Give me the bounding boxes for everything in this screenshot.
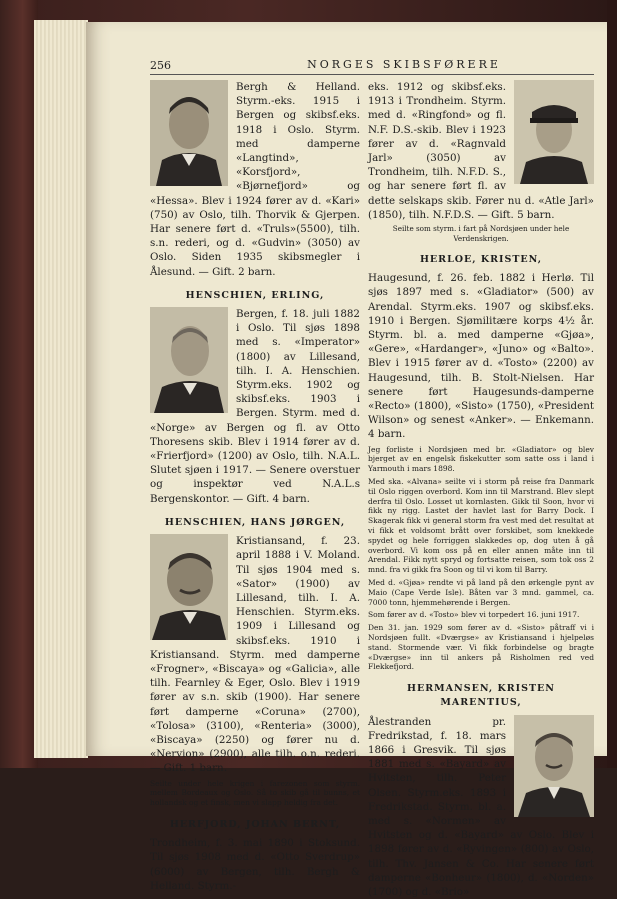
entry-henschien-erling-heading: HENSCHIEN, ERLING, [185,289,325,301]
book-page [86,22,607,899]
portrait-1-image [150,80,228,186]
entry-herloe-note-2: Med ska. «Alvana» seilte vi i storm på reise fra Danmark til Oslo riggen overbord. Kom inn til Marstrand. Blev slept derfra til Oslo. Losset ut kornlasten. Gikk til Soon, hvor vi fikk ny rigg. Lastet der havlet last for Barry Dock. I Skagerak fikk vi general storm fra vest med det resultat at vi fikk et voldsomt brått over forskibet, som knekkede spydet og hele forriggen slakkedes op, dog uten å gå overbord. Vi kom oss på en eller annen måte inn til Arendal. Fikk nytt spryd og fortsatte reisen, som tok oss 2 mnd. fra vi gikk fra Soon og til vi kom til Barry. [368,477,594,575]
portrait-photo-3 [150,534,228,640]
entry-herloe-text: Haugesund, f. 26. feb. 1882 i Herlø. Til sjøs 1897 med s. «Gladiator» (500) av Arendal. Styrm.eks. 1907 og skibsf.eks. 1910 i Bergen. Sjømilitære korps 4½ år. Styrm. bl. a. med damperne «Gjøa», «Gere», «Hardanger», «Juno» og «Balto». Blev i 1915 fører av d. «Tosto» (2200) av Haugesund, tilh. B. Stolt-Nielsen. Har senere ført Haugesunds-damperne «Recto» (1800), «Sisto» (1750), «President Wilson» og senest «Anker». — Enkemann. 4 barn. [368,272,594,441]
entry-herfjord-text: Trondheim, f. 3. mai 1890 i Stoksund. Til sjøs 1908 med d. «Otto Sverdrup» (6000) av Bergen, tilh. Bergh & Helland. Styrm.- [150,837,360,892]
running-head: NORGES SKIBSFØRERE [307,58,501,71]
portrait-3-image [150,534,228,640]
entry-henschien-hans-note: Seilte under hele krigen i farezonen som styrm. mellem Bordeaux og Oslo. Så to skib gå til bunns, et hollandsk og et finsk, men vi slapp heldig fra det. [150,778,360,808]
portrait-5-image [514,715,594,817]
page-edge-stack [34,20,88,758]
entry-hermansen-heading: HERMANSEN, KRISTEN MARENTIUS, [407,683,555,709]
entry-herloe-note-4: Som fører av d. «Tosto» blev vi torpedert 16. juni 1917. [368,610,580,620]
portrait-photo-5 [514,715,594,817]
entry-herloe-note-1: Jeg forliste i Nordsjøen med br. «Gladiator» og blev bjerget av en engelsk fiskekutter som satte oss i land i Yarmouth i mars 1898. [368,444,594,474]
right-column [368,80,594,899]
entry-herfjord-heading: HERFJORD, JOHAN BERNT, [169,818,341,830]
page-number: 256 [150,59,171,72]
portrait-photo-1 [150,80,228,186]
entry-herloe-note-3: Med d. «Gjøa» rendte vi på land på den ørkengle pynt av Maio (Cape Verde Isle). Båten var 3 mnd. gammel, ca. 7000 tonn, hjemmehørende i Bergen. [368,578,594,607]
book-cover-left [0,0,38,768]
entry-henschien-erling-text: Bergen, f. 18. juli 1882 i Oslo. Til sjøs 1898 med s. «Imperator» (1800) av Lillesand, tilh. I. A. Henschien. Styrm.eks. 1902 og skibsf.eks. 1903 i Bergen. Styrm. med d. «Norge» av Bergen og fl. av Otto Thoresens skib. Blev i 1914 fører av d. «Frierfjord» (1200) av Oslo, tilh. N.A.L. Slutet sjøen i 1917. — Senere overstuer og inspektør ved N.A.L.s Bergenskontor. — Gift. 4 barn. [150,308,360,505]
portrait-photo-2 [150,307,228,413]
entry-herloe-heading: HERLOE, KRISTEN, [419,254,543,266]
portrait-4-image [514,80,594,184]
entry-henschien-hans-heading: HENSCHIEN, HANS JØRGEN, [164,516,346,528]
book-cover-right [607,0,617,768]
entry-hermansen-text: Ålestranden pr. Fredrikstad, f. 18. mars 1866 i Gresvik. Til sjøs 1881 med s. «Bayard» av Hvitsten, tilh. Peter Olsen. Styrm.eks. 1893 i Fredrikstad. Styrm. bl. a. med s. «Normen» av Hvitsten og d. «Bayard» av Oslo. Blev i 1898 fører av d. «Ryvingen» (800) av Oslo, tilh. Thv. Jansen & Co. Har senere ført damperne «Bonheur» (1800), d. «Norden» (1700) og d. «Brio» [368,715,594,899]
entry-herfjord-right-text: eks. 1912 og skibsf.eks. 1913 i Trondheim. Styrm. med d. «Ringfond» og fl. N.F. D.S.-skib. Blev i 1923 fører av d. «Ragnvald Jarl» (3050) av Trondheim, tilh. N.F.D. S., og har senere ført fl. av dette selskaps skib. Fører nu d. «Atle Jarl» (1850), tilh. N.F.D.S. — Gift. 5 barn. [368,81,594,221]
left-column [150,80,360,893]
entry-herloe-note-5: Den 31. jan. 1929 som fører av d. «Sisto» påtraff vi i Nordsjøen fullt. «Dværgse» av Kristiansand i hjelpeløs stand. Stormende vær. Vi fikk forbindelse og bragte «Dværgse» inn til ankers på Risholmen red ved Flekkefjord. [368,623,594,672]
portrait-photo-4 [514,80,594,184]
portrait-2-image [150,307,228,413]
header-rule [150,74,594,75]
entry-herfjord-caption: Seilte som styrm. i fart på Nordsjøen under hele Verdenskrigen. [392,224,570,243]
entry-henschien-hans-text: Kristiansand, f. 23. april 1888 i V. Moland. Til sjøs 1904 med s. «Sator» (1900) av Lillesand, tilh. I. A. Henschien. Styrm.eks. 1909 i Lillesand og skibsf.eks. 1910 i Kristiansand. Styrm. med damperne «Frogner», «Biscaya» og «Galicia», alle tilh. Fearnley & Eger, Oslo. Blev i 1919 fører av s.n. skib (1900). Har senere ført damperne «Coruna» (2700), «Tolosa» (3100), «Renteria» (3000), «Biscaya» (2250) og fører nu d. «Nervion» (2900), alle tilh. o.n. rederi. — Gift. 1 barn. [150,535,360,775]
entry-herfjord-continued-text: Bergh & Helland. Styrm.-eks. 1915 i Bergen og skibsf.eks. 1918 i Oslo. Styrm. med damperne «Langtind», «Korsfjord», «Bjørnefjord» og «Hessa». Blev i 1924 fører av d. «Kari» (750) av Oslo, tilh. Thorvik & Gjerpen. Har senere ført d. «Truls»(5500), tilh. s.n. rederi, og d. «Gudvin» (3050) av Oslo. Siden 1935 skibsmegler i Ålesund. — Gift. 2 barn. [150,81,360,278]
